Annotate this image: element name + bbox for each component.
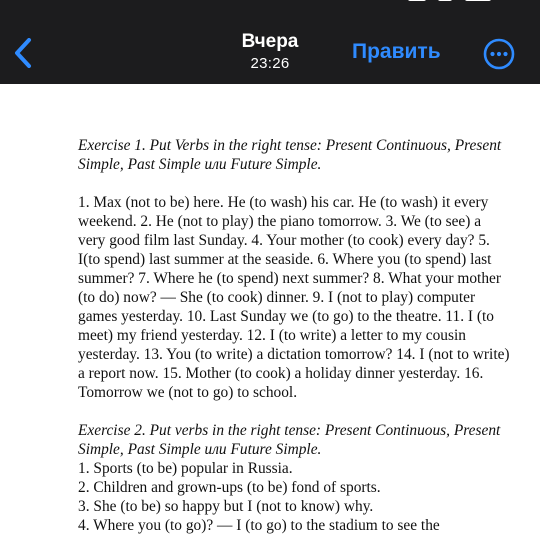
page-subtitle-time: 23:26 (250, 55, 290, 72)
exercise-1-body: 1. Max (not to be) here. He (to wash) his car. He (to wash) it every weekend. 2. He (not to play) the piano tomorrow. 3. We (to see) a very good film last Sunday. 4. Your mother (to cook) every day? 5. I(to spend) last summer at the seaside. 6. Where you (to spend) last summer? 7. Where he (to spend) next summer? 8. What your mother (to do) now? — She (to cook) dinner. 9. I (not to play) computer games yesterday. 10. Last Sunday we (to go) to the theatre. 11. I (to meet) my friend yesterday. 12. I (to write) a letter to my cousin yesterday. 13. You (to write) a dictation tomorrow? 14. I (not to write) a report now. 15. Mother (to cook) a holiday dinner yesterday. 16. Tomorrow we (not to go) to school. (78, 194, 510, 401)
ellipsis-circle-icon (483, 38, 515, 70)
exercise-2-item-3: 3. She (to be) so happy but I (not to know) why. (78, 498, 374, 515)
status-bar (0, 0, 540, 6)
edit-button[interactable]: Править (352, 40, 441, 63)
signal-icon (408, 0, 426, 1)
battery-icon (465, 0, 491, 1)
exercise-1-heading: Exercise 1. Put Verbs in the right tense: Present Continuous, Present Simple, Past Simple или Future Simple. (78, 137, 502, 173)
chevron-left-icon (14, 38, 32, 68)
document-content (78, 136, 510, 535)
title-block (170, 30, 370, 73)
more-options-button[interactable] (483, 38, 515, 70)
page-title: Вчера (241, 31, 299, 52)
back-button[interactable] (6, 36, 40, 70)
exercise-2-item-1: 1. Sports (to be) popular in Russia. (78, 460, 293, 477)
exercise-2-heading: Exercise 2. Put verbs in the right tense: Present Continuous, Present Simple, Past Simple или Future Simple. (78, 422, 501, 458)
exercise-2-item-2: 2. Children and grown-ups (to be) fond of sports. (78, 479, 381, 496)
top-navigation-bar (0, 0, 540, 84)
exercise-2-item-4: 4. Where you (to go)? — I (to go) to the stadium to see the (78, 517, 440, 534)
wifi-icon (438, 0, 452, 1)
